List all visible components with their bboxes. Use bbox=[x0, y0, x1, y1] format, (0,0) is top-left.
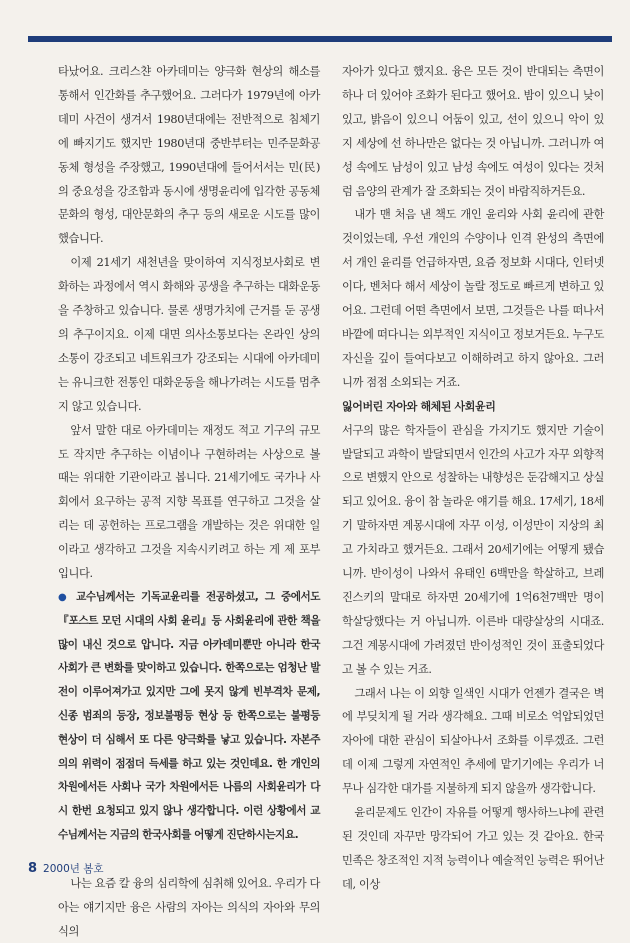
page-number: 8 bbox=[28, 861, 38, 876]
bullet-icon: ● bbox=[58, 591, 70, 603]
issue-label: 2000년 봄호 bbox=[43, 863, 104, 875]
body-paragraph: 앞서 말한 대로 아카데미는 재정도 적고 기구의 규모도 작지만 추구하는 이념이나 구현하려는 사상으로 볼 때는 위대한 기관이라고 봅니다. 21세기에도 국가나 사회에서 요구하는 공적 지향 목표를 연구하고 그것을 살리는 데 공헌하는 프로그램을 개발하는 것은 위대한 일이라고 생각하고 그것을 지속시키려고 하는 게 제 포부입니다. bbox=[58, 423, 320, 581]
question-text: 교수님께서는 기독교윤리를 전공하셨고, 그 중에서도 『포스트 모던 시대의 사회 윤리』등 사회윤리에 관한 책을 많이 내신 것으로 압니다. 지금 아카데미뿐만 아니라 한국 사회가 큰 변화를 맞이하고 있습니다. 한쪽으로는 엄청난 발전이 이루어져가고 있지만 그에 못지 않게 빈부격차 문제, 신종 범죄의 등장, 정보불평등 현상 등 한쪽으로는 불평등 현상이 더 심해서 또 다른 양극화를 낳고 있습니다. 자본주의의 위력이 점점더 득세를 하고 있는 것인데요. 한 개인의 차원에서든 사회나 국가 차원에서든 나름의 사회윤리가 다시 한번 요청되고 있지 않나 생각합니다. 이런 상황에서 교수님께서는 지금의 한국사회를 어떻게 진단하시는지요. bbox=[58, 590, 320, 841]
page-footer bbox=[28, 861, 104, 876]
section-heading: 잃어버린 자아와 해체된 사회윤리 bbox=[342, 399, 496, 413]
interview-question bbox=[58, 586, 320, 848]
body-paragraph: 그래서 나는 이 외향 일색인 시대가 언젠가 결국은 벽에 부딪치게 될 거라 생각해요. 그때 비로소 억압되었던 자아에 대한 관심이 되살아나서 조화를 이루겠죠. 그런데 이제 그렇게 자연적인 추세에 맡기기에는 우리가 너무나 심각한 대가를 지불하게 되지 않을까 생각합니다. bbox=[342, 686, 604, 796]
left-column bbox=[58, 60, 320, 943]
body-paragraph: 나는 요즘 칼 융의 심리학에 심취해 있어요. 우리가 다 아는 얘기지만 융은 사람의 자아는 의식의 자아와 무의식의 bbox=[58, 876, 320, 938]
body-paragraph: 내가 맨 처음 낸 책도 개인 윤리와 사회 윤리에 관한 것이었는데, 우선 개인의 수양이나 인격 완성의 측면에서 개인 윤리를 언급하자면, 요즘 정보화 시대다, 인터넷이다, 벤처다 해서 세상이 놀랄 정도로 빠르게 변하고 있어요. 그런데 어떤 측면에서 보면, 그것들은 나를 떠나서 바깥에 떠다니는 외부적인 지식이고 정보거든요. 누구도 자신을 깊이 들여다보고 이해하려고 하지 않아요. 그러니까 점점 소외되는 거죠. bbox=[342, 208, 604, 389]
body-paragraph: 서구의 많은 학자들이 관심을 가지기도 했지만 기술이 발달되고 과학이 발달되면서 인간의 사고가 자꾸 외향적으로 변했지 안으로 성찰하는 내향성은 둔감해지고 상실되고 있어요. 융이 참 놀라운 얘기를 해요. 17세기, 18세기 말하자면 계몽시대에 자꾸 이성, 이성만이 지상의 최고 가치라고 했거든요. 그래서 20세기에는 어떻게 됐습니까. 반이성이 나와서 유태인 6백만을 학살하고, 브레진스키의 말대로 하자면 20세기에 1억6천7백만 명이 학살당했다는 거 아닙니까. 이른바 대량살상의 시대죠. 그건 계몽시대에 가려졌던 반이성적인 것이 표출되었다고 볼 수 있는 거죠. bbox=[342, 423, 604, 676]
body-paragraph: 타났어요. 크리스챤 아카데미는 양극화 현상의 해소를 통해서 인간화를 추구했어요. 그러다가 1979년에 아카데미 사건이 생겨서 1980년대에는 전반적으로 침체기에 빠지기도 했지만 1980년대 중반부터는 민주문화공동체 형성을 주장했고, 1990년대에 들어서서는 민(民)의 중요성을 강조함과 동시에 생명윤리에 입각한 공동체 문화의 형성, 대안문화의 추구 등의 새로운 시도를 많이 했습니다. bbox=[58, 65, 320, 246]
header-rule bbox=[28, 36, 612, 42]
body-paragraph: 윤리문제도 인간이 자유를 어떻게 행사하느냐에 관련된 것인데 자꾸만 망각되어 가고 있는 것 같아요. 한국 민족은 창조적인 지적 능력이나 예술적인 능력은 뛰어난데, 이상 bbox=[342, 806, 604, 891]
right-column bbox=[342, 60, 604, 897]
body-paragraph: 자아가 있다고 했지요. 융은 모든 것이 반대되는 측면이 하나 더 있어야 조화가 된다고 했어요. 밤이 있으니 낮이 있고, 밝음이 있으니 어둠이 있고, 선이 있으니 악이 있지 세상에 선 하나만은 없다는 것 아닙니까. 그러니까 여성 속에도 남성이 있고 남성 속에도 여성이 있다는 것처럼 음양의 관계가 잘 조화되는 것이 바람직하거든요. bbox=[342, 65, 604, 198]
body-paragraph: 이제 21세기 새천년을 맞이하여 지식정보사회로 변화하는 과정에서 역시 화해와 공생을 추구하는 대화운동을 주창하고 있습니다. 물론 생명가치에 근거를 둔 공생의 추구이지요. 이제 대면 의사소통보다는 온라인 상의 소통이 강조되고 네트워크가 강조되는 시대에 아카데미는 유니크한 전통인 대화운동을 해나가려는 시도를 멈추지 않고 있습니다. bbox=[58, 256, 320, 413]
